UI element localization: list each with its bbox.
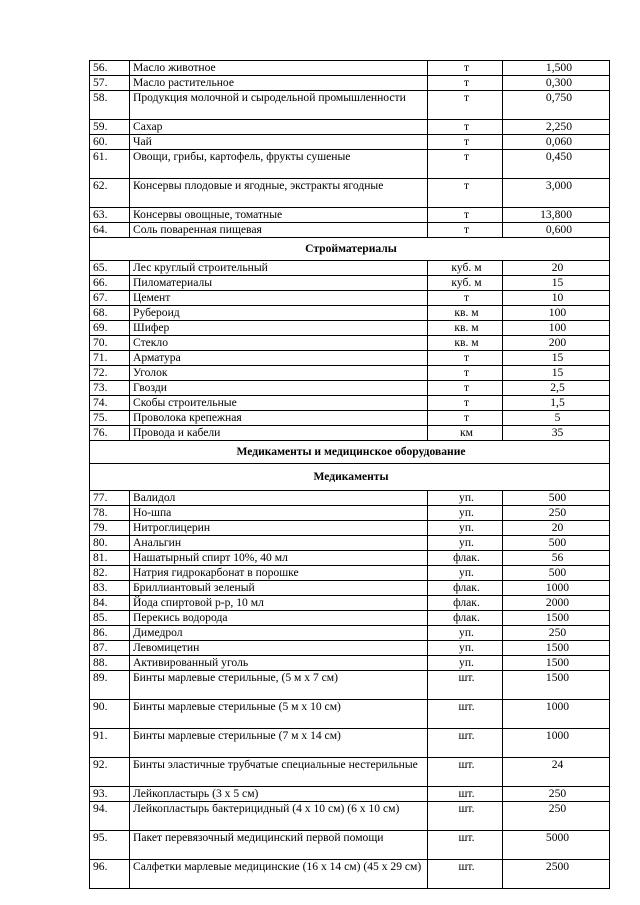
medical-section (90, 441, 610, 491)
row-number: 88. (90, 656, 130, 671)
item-unit: т (428, 135, 503, 150)
item-unit: т (428, 351, 503, 366)
row-number: 69. (90, 321, 130, 336)
row-number: 66. (90, 276, 130, 291)
item-quantity: 1000 (503, 729, 610, 758)
row-number: 79. (90, 521, 130, 536)
item-unit: уп. (428, 656, 503, 671)
item-name: Цемент (130, 291, 428, 306)
item-quantity: 15 (503, 351, 610, 366)
row-number: 74. (90, 396, 130, 411)
item-quantity: 3,000 (503, 179, 610, 208)
item-name: Сахар (130, 120, 428, 135)
item-name: Лес круглый строительный (130, 261, 428, 276)
table-row (90, 641, 610, 656)
table-row (90, 536, 610, 551)
row-number: 89. (90, 671, 130, 700)
item-name: Скобы строительные (130, 396, 428, 411)
table-row (90, 351, 610, 366)
item-quantity: 1000 (503, 700, 610, 729)
row-number: 61. (90, 150, 130, 179)
table-row (90, 426, 610, 441)
item-name: Чай (130, 135, 428, 150)
table-row (90, 596, 610, 611)
table-row (90, 411, 610, 426)
item-quantity: 250 (503, 626, 610, 641)
item-name: Проволока крепежная (130, 411, 428, 426)
item-quantity: 2000 (503, 596, 610, 611)
item-name: Гвозди (130, 381, 428, 396)
item-name: Соль поваренная пищевая (130, 223, 428, 238)
table-row (90, 306, 610, 321)
item-unit: шт. (428, 758, 503, 787)
row-number: 62. (90, 179, 130, 208)
table-row (90, 321, 610, 336)
row-number: 91. (90, 729, 130, 758)
item-quantity: 500 (503, 491, 610, 506)
item-quantity: 13,800 (503, 208, 610, 223)
table-row (90, 611, 610, 626)
table-row (90, 208, 610, 223)
item-name: Димедрол (130, 626, 428, 641)
table-row (90, 802, 610, 831)
item-quantity: 250 (503, 802, 610, 831)
item-unit: км (428, 426, 503, 441)
row-number: 60. (90, 135, 130, 150)
item-unit: шт. (428, 729, 503, 758)
item-quantity: 0,450 (503, 150, 610, 179)
item-unit: т (428, 366, 503, 381)
supplies-table (89, 60, 610, 889)
item-unit: куб. м (428, 276, 503, 291)
item-name: Нитроглицерин (130, 521, 428, 536)
table-row (90, 120, 610, 135)
row-number: 77. (90, 491, 130, 506)
table-row (90, 626, 610, 641)
section-header-row (90, 441, 610, 464)
item-unit: уп. (428, 641, 503, 656)
item-quantity: 5000 (503, 831, 610, 860)
item-quantity: 1,500 (503, 61, 610, 76)
row-number: 57. (90, 76, 130, 91)
item-unit: т (428, 411, 503, 426)
item-name: Нашатырный спирт 10%, 40 мл (130, 551, 428, 566)
row-number: 80. (90, 536, 130, 551)
table-row (90, 581, 610, 596)
item-quantity: 0,300 (503, 76, 610, 91)
item-unit: флак. (428, 551, 503, 566)
item-quantity: 250 (503, 506, 610, 521)
table-row (90, 381, 610, 396)
item-quantity: 10 (503, 291, 610, 306)
item-name: Салфетки марлевые медицинские (16 х 14 см) (45 х 29 см) (130, 860, 428, 889)
medicine-rows (90, 491, 610, 889)
item-unit: флак. (428, 596, 503, 611)
item-unit: кв. м (428, 306, 503, 321)
table-row (90, 336, 610, 351)
item-name: Овощи, грибы, картофель, фрукты сушеные (130, 150, 428, 179)
item-quantity: 5 (503, 411, 610, 426)
row-number: 68. (90, 306, 130, 321)
item-unit: т (428, 76, 503, 91)
item-name: Масло животное (130, 61, 428, 76)
item-unit: флак. (428, 581, 503, 596)
item-name: Бриллиантовый зеленый (130, 581, 428, 596)
item-name: Натрия гидрокарбонат в порошке (130, 566, 428, 581)
item-unit: уп. (428, 491, 503, 506)
item-quantity: 2,250 (503, 120, 610, 135)
item-unit: т (428, 396, 503, 411)
item-quantity: 250 (503, 787, 610, 802)
item-quantity: 500 (503, 536, 610, 551)
table-row (90, 860, 610, 889)
table-row (90, 671, 610, 700)
item-name: Шифер (130, 321, 428, 336)
row-number: 63. (90, 208, 130, 223)
table-row (90, 223, 610, 238)
item-unit: уп. (428, 506, 503, 521)
row-number: 83. (90, 581, 130, 596)
item-quantity: 100 (503, 306, 610, 321)
table-row (90, 787, 610, 802)
item-unit: шт. (428, 802, 503, 831)
row-number: 84. (90, 596, 130, 611)
item-quantity: 2500 (503, 860, 610, 889)
section-header-row (90, 238, 610, 261)
row-number: 85. (90, 611, 130, 626)
row-number: 82. (90, 566, 130, 581)
row-number: 87. (90, 641, 130, 656)
item-quantity: 20 (503, 521, 610, 536)
table-row (90, 521, 610, 536)
item-name: Уголок (130, 366, 428, 381)
row-number: 64. (90, 223, 130, 238)
table-row (90, 396, 610, 411)
item-name: Лейкопластырь бактерицидный (4 х 10 см) (6 х 10 см) (130, 802, 428, 831)
item-name: Рубероид (130, 306, 428, 321)
table-row (90, 91, 610, 120)
item-unit: уп. (428, 566, 503, 581)
item-unit: шт. (428, 671, 503, 700)
table-row (90, 566, 610, 581)
item-quantity: 500 (503, 566, 610, 581)
row-number: 94. (90, 802, 130, 831)
table-row (90, 179, 610, 208)
item-quantity: 1500 (503, 611, 610, 626)
item-name: Бинты марлевые стерильные, (5 м х 7 см) (130, 671, 428, 700)
row-number: 59. (90, 120, 130, 135)
building-section (90, 238, 610, 261)
item-name: Йода спиртовой р-р, 10 мл (130, 596, 428, 611)
item-unit: флак. (428, 611, 503, 626)
item-name: Анальгин (130, 536, 428, 551)
item-name: Лейкопластырь (3 х 5 см) (130, 787, 428, 802)
item-unit: т (428, 381, 503, 396)
item-unit: т (428, 150, 503, 179)
table-row (90, 758, 610, 787)
table-row (90, 291, 610, 306)
item-name: Продукция молочной и сыродельной промышленности (130, 91, 428, 120)
building-rows (90, 261, 610, 441)
section-header-row (90, 464, 610, 491)
row-number: 56. (90, 61, 130, 76)
table-row (90, 700, 610, 729)
row-number: 73. (90, 381, 130, 396)
table-row (90, 76, 610, 91)
item-unit: шт. (428, 700, 503, 729)
row-number: 67. (90, 291, 130, 306)
food-rows (90, 61, 610, 238)
item-quantity: 1,5 (503, 396, 610, 411)
item-unit: шт. (428, 787, 503, 802)
row-number: 96. (90, 860, 130, 889)
row-number: 93. (90, 787, 130, 802)
item-name: Бинты марлевые стерильные (5 м х 10 см) (130, 700, 428, 729)
row-number: 72. (90, 366, 130, 381)
item-quantity: 35 (503, 426, 610, 441)
table-row (90, 831, 610, 860)
item-name: Бинты марлевые стерильные (7 м х 14 см) (130, 729, 428, 758)
item-quantity: 1500 (503, 671, 610, 700)
section-title-medicines: Медикаменты (90, 464, 610, 491)
section-title-medical: Медикаменты и медицинское оборудование (90, 441, 610, 464)
item-name: Консервы плодовые и ягодные, экстракты ягодные (130, 179, 428, 208)
item-unit: т (428, 179, 503, 208)
table-row (90, 491, 610, 506)
item-unit: кв. м (428, 336, 503, 351)
item-quantity: 0,600 (503, 223, 610, 238)
item-unit: т (428, 61, 503, 76)
item-unit: шт. (428, 860, 503, 889)
item-quantity: 24 (503, 758, 610, 787)
item-unit: т (428, 208, 503, 223)
table-row (90, 135, 610, 150)
row-number: 92. (90, 758, 130, 787)
row-number: 76. (90, 426, 130, 441)
item-quantity: 200 (503, 336, 610, 351)
table-row (90, 276, 610, 291)
item-name: Пиломатериалы (130, 276, 428, 291)
item-quantity: 20 (503, 261, 610, 276)
item-quantity: 56 (503, 551, 610, 566)
table-row (90, 656, 610, 671)
item-name: Бинты эластичные трубчатые специальные нестерильные (130, 758, 428, 787)
item-quantity: 0,750 (503, 91, 610, 120)
item-name: Масло растительное (130, 76, 428, 91)
section-title-building: Стройматериалы (90, 238, 610, 261)
row-number: 65. (90, 261, 130, 276)
item-name: Активированный уголь (130, 656, 428, 671)
item-unit: т (428, 223, 503, 238)
item-unit: уп. (428, 626, 503, 641)
item-quantity: 1500 (503, 656, 610, 671)
row-number: 58. (90, 91, 130, 120)
item-unit: уп. (428, 536, 503, 551)
item-unit: куб. м (428, 261, 503, 276)
row-number: 71. (90, 351, 130, 366)
item-name: Арматура (130, 351, 428, 366)
table-row (90, 506, 610, 521)
item-name: Левомицетин (130, 641, 428, 656)
item-quantity: 15 (503, 366, 610, 381)
item-unit: т (428, 120, 503, 135)
item-name: Но-шпа (130, 506, 428, 521)
item-quantity: 15 (503, 276, 610, 291)
item-quantity: 1500 (503, 641, 610, 656)
item-name: Провода и кабели (130, 426, 428, 441)
item-unit: т (428, 291, 503, 306)
table-row (90, 61, 610, 76)
item-quantity: 100 (503, 321, 610, 336)
item-name: Перекись водорода (130, 611, 428, 626)
table-row (90, 261, 610, 276)
row-number: 90. (90, 700, 130, 729)
item-quantity: 0,060 (503, 135, 610, 150)
item-unit: шт. (428, 831, 503, 860)
item-quantity: 1000 (503, 581, 610, 596)
row-number: 86. (90, 626, 130, 641)
item-unit: уп. (428, 521, 503, 536)
table-row (90, 150, 610, 179)
item-quantity: 2,5 (503, 381, 610, 396)
item-name: Валидол (130, 491, 428, 506)
item-unit: т (428, 91, 503, 120)
item-unit: кв. м (428, 321, 503, 336)
table-row (90, 366, 610, 381)
row-number: 70. (90, 336, 130, 351)
row-number: 78. (90, 506, 130, 521)
item-name: Пакет перевязочный медицинский первой помощи (130, 831, 428, 860)
table-row (90, 551, 610, 566)
table-row (90, 729, 610, 758)
row-number: 75. (90, 411, 130, 426)
item-name: Стекло (130, 336, 428, 351)
item-name: Консервы овощные, томатные (130, 208, 428, 223)
row-number: 95. (90, 831, 130, 860)
row-number: 81. (90, 551, 130, 566)
